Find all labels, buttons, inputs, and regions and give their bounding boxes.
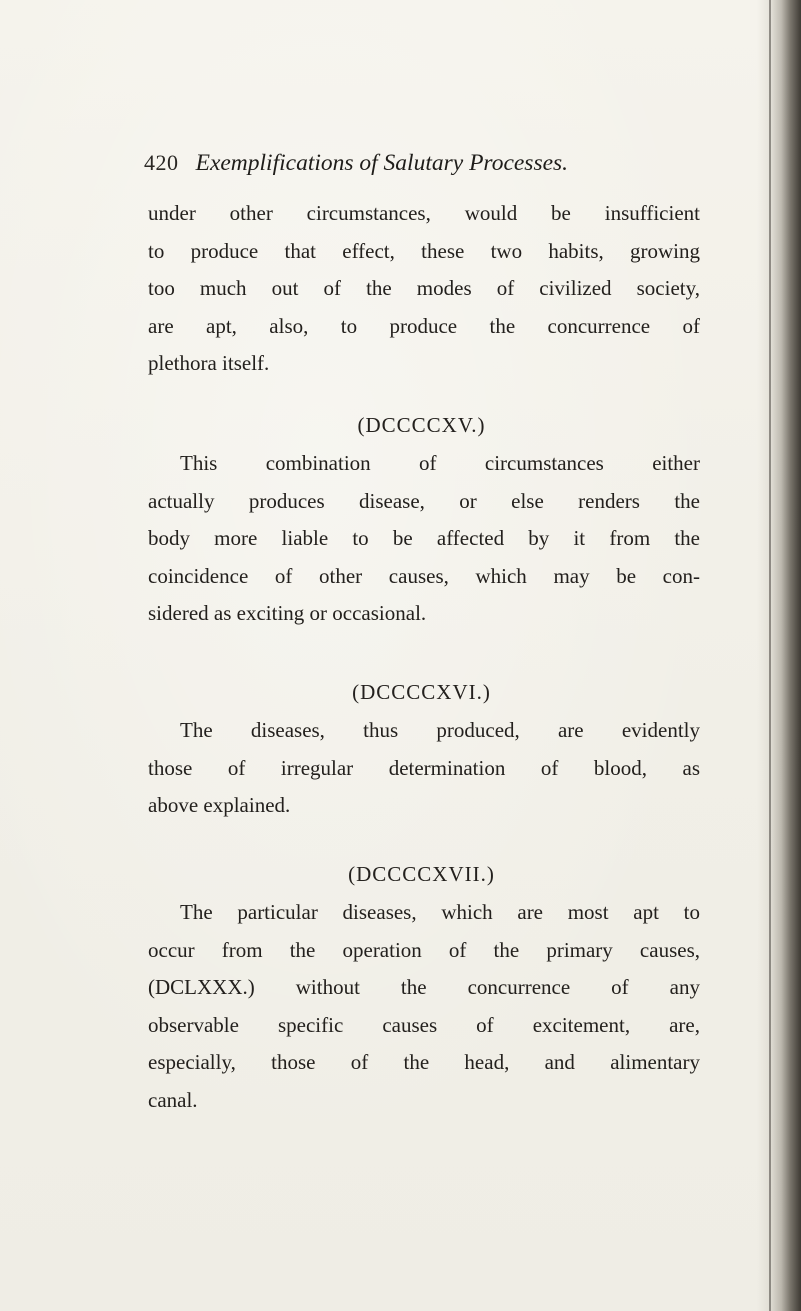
paragraph-line: under other circumstances, would be insufficient [148,201,700,225]
section-heading: (DCCCCXV.) [357,413,486,437]
page-number: 420 [144,150,179,175]
paragraph-line: (DCLXXX.) without the concurrence of any [148,975,700,999]
paragraph-line: The diseases, thus produced, are evidently [180,718,700,742]
page-edge-line [769,0,771,1311]
section-paragraph [148,445,700,633]
paragraph-line: actually produces disease, or else renders the [148,488,700,513]
paragraph-line: above explained. [148,793,291,817]
paragraph-line: plethora itself. [148,351,270,375]
paragraph-line: observable specific causes of excitement, are, [148,1012,700,1037]
paragraph-line: too much out of the modes of civilized society, [148,276,700,300]
paragraph-line: body more liable to be affected by it from the [148,526,700,550]
paragraph-line: to produce that effect, these two habits, growing [148,238,700,263]
paragraph-line: coincidence of other causes, which may be con- [148,563,700,588]
page-header [144,150,704,186]
page-gutter-shadow [757,0,801,1311]
section-paragraph [148,712,700,825]
paragraph-line: sidered as exciting or occasional. [148,601,427,625]
paragraph-line: especially, those of the head, and alimentary [148,1050,700,1074]
running-head: Exemplifications of Salutary Processes. [195,150,569,176]
paragraph-line: are apt, also, to produce the concurrence of [148,313,700,338]
section-heading: (DCCCCXVI.) [352,680,491,704]
paragraph-line: This combination of circumstances either [180,451,700,475]
paragraph-line: canal. [148,1087,198,1112]
section-paragraph [148,894,700,1119]
paragraph-line: those of irregular determination of blood, as [148,755,700,780]
section-heading: (DCCCCXVII.) [348,862,495,886]
opening-paragraph [148,195,700,383]
paragraph-line: occur from the operation of the primary causes, [148,937,700,962]
paragraph-line: The particular diseases, which are most apt to [180,900,700,924]
